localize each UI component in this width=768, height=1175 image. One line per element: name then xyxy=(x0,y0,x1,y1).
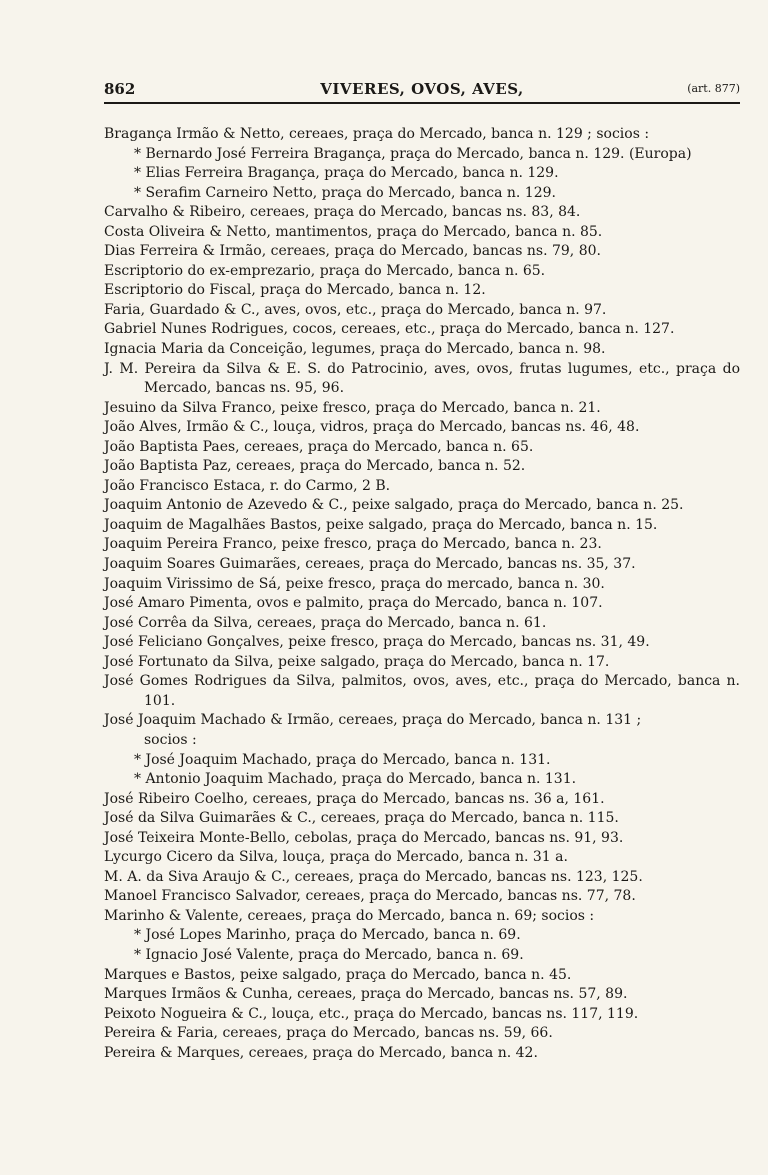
list-item: Bragança Irmão & Netto, cereaes, praça do Mercado, banca n. 129 ; socios : xyxy=(104,126,650,142)
list-item: Escriptorio do ex-emprezario, praça do Mercado, banca n. 65. xyxy=(104,262,546,279)
list-item: João Baptista Paes, cereaes, praça do Mercado, banca n. 65. xyxy=(104,438,534,455)
list-item: Joaquim Soares Guimarães, cereaes, praça do Mercado, bancas ns. 35, 37. xyxy=(104,556,636,573)
page-header xyxy=(104,80,740,104)
list-item: José Feliciano Gonçalves, peixe fresco, praça do Mercado, bancas ns. 31, 49. xyxy=(104,634,650,651)
list-item: João Baptista Paz, cereaes, praça do Mercado, banca n. 52. xyxy=(104,458,526,475)
list-item: * José Joaquim Machado, praça do Mercado, banca n. 131. xyxy=(134,751,551,768)
list-item: Jesuino da Silva Franco, peixe fresco, praça do Mercado, banca n. 21. xyxy=(104,399,601,416)
list-item: José da Silva Guimarães & C., cereaes, praça do Mercado, banca n. 115. xyxy=(104,810,619,827)
list-item: Costa Oliveira & Netto, mantimentos, praça do Mercado, banca n. 85. xyxy=(104,223,603,240)
list-item: Joaquim de Magalhães Bastos, peixe salgado, praça do Mercado, banca n. 15. xyxy=(104,516,658,533)
list-item: Carvalho & Ribeiro, cereaes, praça do Mercado, bancas ns. 83, 84. xyxy=(104,204,581,221)
list-item: * Ignacio José Valente, praça do Mercado, banca n. 69. xyxy=(134,946,524,963)
list-item: José Ribeiro Coelho, cereaes, praça do Mercado, bancas ns. 36 a, 161. xyxy=(104,790,605,807)
list-item: Pereira & Marques, cereaes, praça do Mercado, banca n. 42. xyxy=(104,1044,538,1061)
list-item: João Francisco Estaca, r. do Carmo, 2 B. xyxy=(104,477,391,494)
list-item: * José Lopes Marinho, praça do Mercado, banca n. 69. xyxy=(134,927,521,944)
list-item: * Elias Ferreira Bragança, praça do Mercado, banca n. 129. xyxy=(134,165,559,182)
list-item: José Teixeira Monte-Bello, cebolas, praça do Mercado, bancas ns. 91, 93. xyxy=(104,829,624,846)
list-item: M. A. da Siva Araujo & C., cereaes, praça do Mercado, bancas ns. 123, 125. xyxy=(104,868,643,885)
page-number: 862 xyxy=(104,80,136,98)
list-item: Faria, Guardado & C., aves, ovos, etc., praça do Mercado, banca n. 97. xyxy=(104,301,607,318)
list-item: Manoel Francisco Salvador, cereaes, praça do Mercado, bancas ns. 77, 78. xyxy=(104,888,636,905)
list-item: José Corrêa da Silva, cereaes, praça do Mercado, banca n. 61. xyxy=(104,614,547,631)
list-item: Gabriel Nunes Rodrigues, cocos, cereaes, etc., praça do Mercado, banca n. 127. xyxy=(104,321,675,338)
list-item: Escriptorio do Fiscal, praça do Mercado, banca n. 12. xyxy=(104,282,486,299)
list-item: Marques e Bastos, peixe salgado, praça do Mercado, banca n. 45. xyxy=(104,966,572,983)
list-item: Ignacia Maria da Conceição, legumes, praça do Mercado, banca n. 98. xyxy=(104,341,606,358)
list-item: Marinho & Valente, cereaes, praça do Mercado, banca n. 69; socios : xyxy=(104,907,595,924)
list-item: Joaquim Pereira Franco, peixe fresco, praça do Mercado, banca n. 23. xyxy=(104,536,602,553)
list-item: Joaquim Virissimo de Sá, peixe fresco, praça do mercado, banca n. 30. xyxy=(104,575,605,592)
list-item: J. M. Pereira da Silva & E. S. do Patrocinio, aves, ovos, frutas lugumes, etc., praça do Mercado, bancas ns. 95, 96. xyxy=(104,360,740,397)
list-item: * Bernardo José Ferreira Bragança, praça do Mercado, banca n. 129. (Europa) xyxy=(134,145,692,162)
list-item: * Antonio Joaquim Machado, praça do Mercado, banca n. 131. xyxy=(134,771,577,788)
list-item: Dias Ferreira & Irmão, cereaes, praça do Mercado, bancas ns. 79, 80. xyxy=(104,243,601,260)
list-item: João Alves, Irmão & C., louça, vidros, praça do Mercado, bancas ns. 46, 48. xyxy=(104,419,640,436)
list-item: José Gomes Rodrigues da Silva, palmitos, ovos, aves, etc., praça do Mercado, banca n. 101. xyxy=(104,673,740,709)
list-item: Pereira & Faria, cereaes, praça do Mercado, bancas ns. 59, 66. xyxy=(104,1025,553,1042)
list-item: Joaquim Antonio de Azevedo & C., peixe salgado, praça do Mercado, banca n. 25. xyxy=(104,497,684,514)
list-item: Peixoto Nogueira & C., louça, etc., praça do Mercado, bancas ns. 117, 119. xyxy=(104,1005,639,1022)
list-item: Marques Irmãos & Cunha, cereaes, praça do Mercado, bancas ns. 57, 89. xyxy=(104,986,628,1003)
list-item: * Serafim Carneiro Netto, praça do Mercado, banca n. 129. xyxy=(134,184,556,201)
directory-listing xyxy=(104,125,740,1063)
list-item: José Amaro Pimenta, ovos e palmito, praça do Mercado, banca n. 107. xyxy=(104,595,603,612)
page-title: VIVERES, OVOS, AVES, xyxy=(320,80,524,98)
list-item: José Joaquim Machado & Irmão, cereaes, praça do Mercado, banca n. 131 ; xyxy=(104,712,642,729)
list-item: José Fortunato da Silva, peixe salgado, praça do Mercado, banca n. 17. xyxy=(104,653,610,670)
list-item: Lycurgo Cicero da Silva, louça, praça do Mercado, banca n. 31 a. xyxy=(104,849,568,866)
list-item-continuation: socios : xyxy=(144,731,197,748)
article-reference: (art. 877) xyxy=(687,82,740,95)
